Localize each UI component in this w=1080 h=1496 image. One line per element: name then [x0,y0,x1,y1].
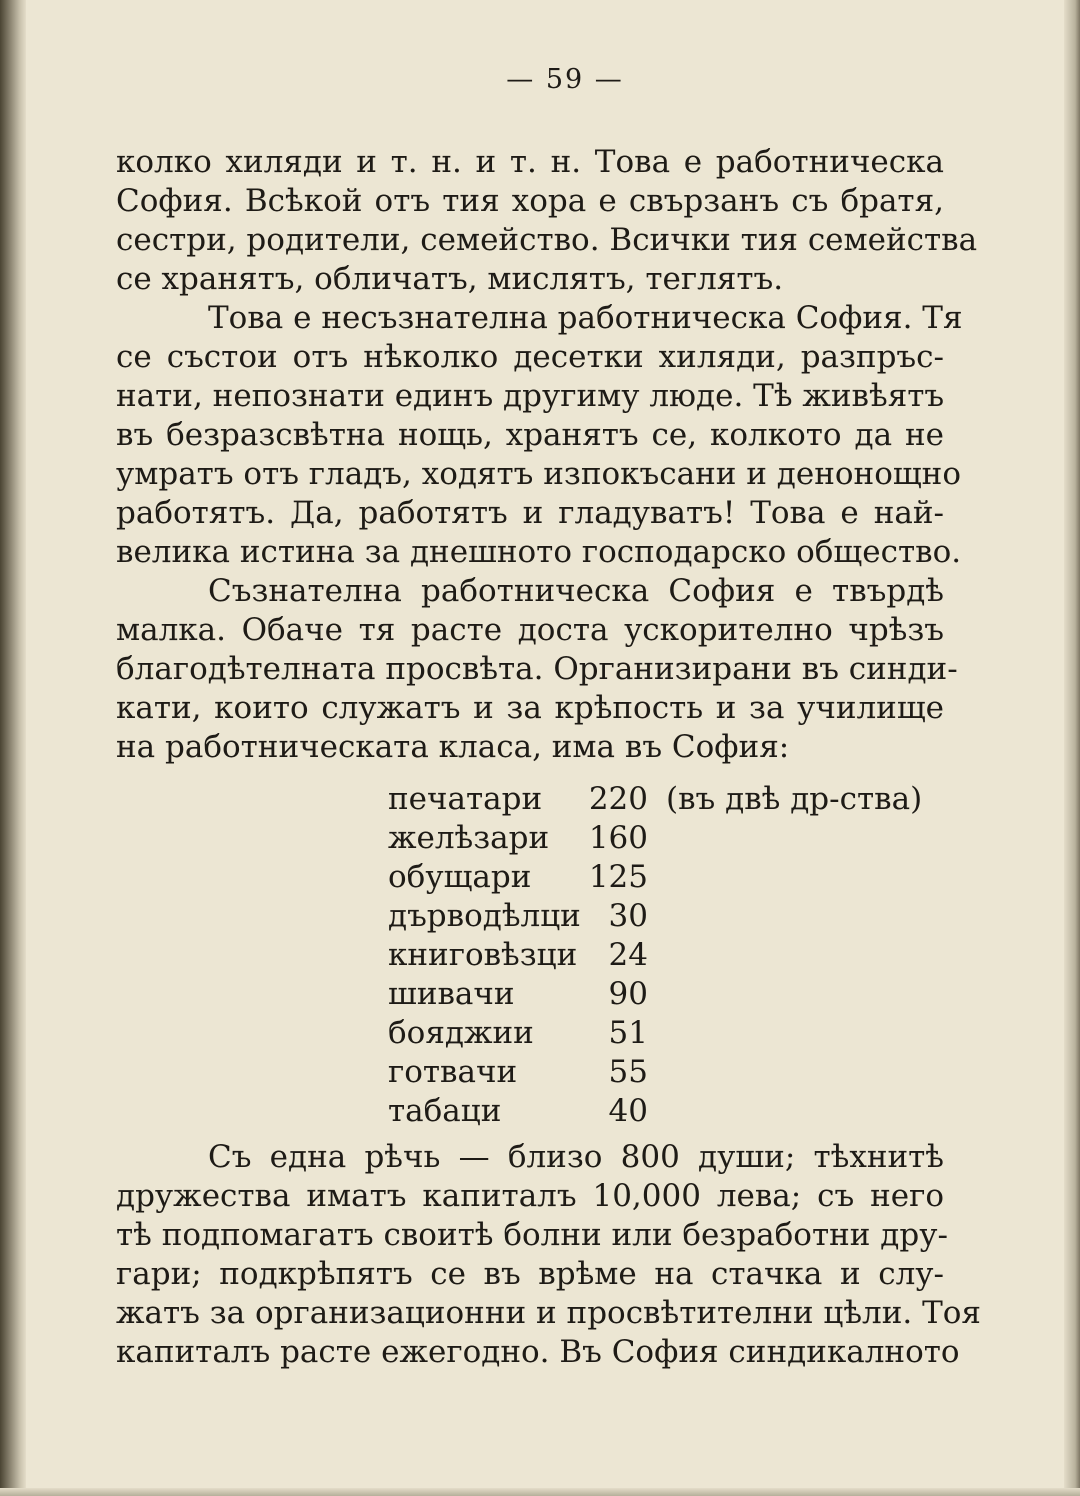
text-line: малка. Обаче тя расте доста ускорително чрѣзъ [116,612,944,648]
member-count: 51 [608,1015,648,1051]
main-paragraphs [116,143,978,767]
trade-name: печатари [388,781,543,817]
text-line: гари; подкрѣпятъ се въ врѣме на стачка и слу- [116,1256,944,1292]
text-line: велика истина за днешното господарско общество. [116,534,962,570]
trade-name: бояджии [388,1015,534,1051]
syndicates-table [388,780,922,1131]
row-note [648,975,666,1014]
table-row [388,1053,922,1092]
row-note [648,1053,666,1092]
text-line: тѣ подпомагатъ своитѣ болни или безработни дру- [116,1217,948,1253]
member-count: 55 [608,1054,648,1090]
text-line: се състои отъ нѣколко десетки хиляди, разпръс- [116,339,944,375]
text-line: капиталъ расте ежегодно. Въ София синдикалното [116,1334,960,1370]
trade-name: готвачи [388,1054,518,1090]
text-line: нати, непознати единъ другиму люде. Тѣ живѣятъ [116,378,945,414]
trade-name: книговѣзци [388,937,578,973]
table-row [388,897,922,936]
row-note [648,1014,666,1053]
row-note [648,897,666,936]
table-row [388,1014,922,1053]
row-note [648,819,666,858]
text-line: София. Всѣкой отъ тия хора е свързанъ съ братя, [116,183,944,219]
text-line: на работническата класа, има въ София: [116,729,790,765]
member-count: 24 [608,937,648,973]
trade-name: обущари [388,859,532,895]
table-row [388,936,922,975]
closing-paragraph [116,1138,981,1372]
trade-name: желѣзари [388,820,550,856]
text-line: въ безразсвѣтна нощь, хранятъ се, колкото да не [116,417,944,453]
table-row [388,858,922,897]
trade-name: шивачи [388,976,515,1012]
text-line: Съ една рѣчь — близо 800 души; тѣхнитѣ [208,1139,944,1175]
trade-name: дърводѣлци [388,898,581,934]
member-count: 40 [608,1093,648,1129]
text-line: работятъ. Да, работятъ и гладуватъ! Това е най- [116,495,944,531]
page-right-edge [1064,0,1080,1496]
text-line: Съзнателна работническа София е твърдѣ [208,573,944,609]
text-line: жатъ за организационни и просвѣтителни цѣли. Тоя [116,1295,981,1331]
text-line: Това е несъзнателна работническа София. Тя [208,300,963,336]
table-row [388,819,922,858]
member-count: 160 [588,820,648,856]
member-count: 30 [608,898,648,934]
page-number: — 59 — [506,64,624,95]
member-count: 90 [608,976,648,1012]
row-note [648,858,666,897]
text-line: дружества иматъ капиталъ 10,000 лева; съ него [116,1178,944,1214]
text-line: колко хиляди и т. н. и т. н. Това е работническа [116,144,944,180]
table-row [388,1092,922,1131]
member-count: 220 [588,781,648,817]
text-line: се хранятъ, обличатъ, мислятъ, теглятъ. [116,261,784,297]
text-line: благодѣтелната просвѣта. Организирани въ синди- [116,651,958,687]
text-line: умратъ отъ гладъ, ходятъ изпокъсани и денонощно [116,456,962,492]
page-bottom-edge [0,1488,1080,1496]
table-row [388,780,922,819]
member-count: 125 [588,859,648,895]
text-line: сестри, родители, семейство. Всички тия семейства [116,222,978,258]
row-note [648,936,666,975]
row-note [648,1092,666,1131]
row-note: (въ двѣ др-ства) [666,781,923,817]
text-line: кати, които служатъ и за крѣпость и за училище [116,690,944,726]
table-row [388,975,922,1014]
trade-name: табаци [388,1093,502,1129]
book-spine-shadow [0,0,26,1496]
